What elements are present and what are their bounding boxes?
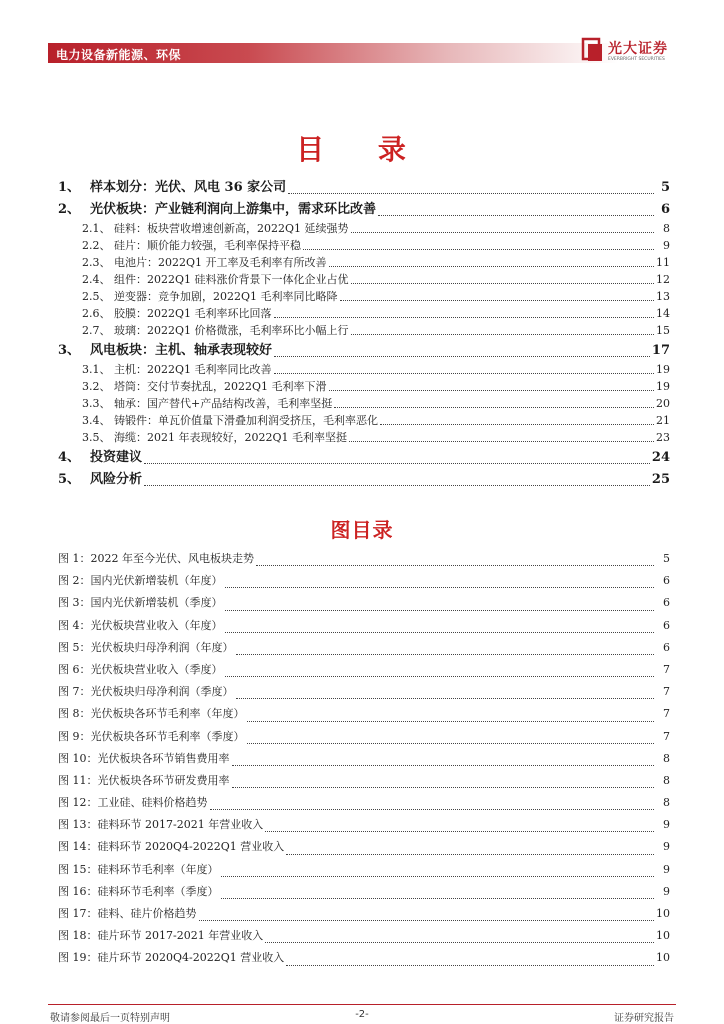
toc-entry-page: 17 bbox=[651, 343, 670, 358]
toc-leader-dots bbox=[351, 232, 654, 233]
figure-list bbox=[58, 550, 670, 972]
figure-list-entry[interactable] bbox=[58, 550, 670, 572]
toc-entry-page: 19 bbox=[656, 363, 670, 376]
figure-page: 7 bbox=[663, 707, 670, 721]
toc-entry[interactable] bbox=[58, 305, 670, 322]
toc-leader-dots bbox=[274, 317, 654, 318]
figure-page: 10 bbox=[656, 929, 670, 943]
toc-entry-page: 19 bbox=[656, 380, 670, 393]
toc-entry-number: 2.3、 bbox=[82, 256, 111, 269]
toc-entry-number: 5、 bbox=[58, 472, 81, 487]
figure-caption: 图 19：硅片环节 2020Q4-2022Q1 营业收入 bbox=[58, 951, 285, 965]
figure-page: 9 bbox=[663, 862, 670, 876]
figure-page: 6 bbox=[663, 618, 670, 632]
figure-leader-dots bbox=[221, 876, 655, 877]
figure-list-entry[interactable] bbox=[58, 772, 670, 794]
toc-entry[interactable] bbox=[58, 198, 670, 220]
toc-leader-dots bbox=[288, 193, 654, 194]
figure-caption: 图 18：硅片环节 2017-2021 年营业收入 bbox=[58, 929, 264, 943]
toc-entry-title: 电池片：2022Q1 开工率及毛利率有所改善 bbox=[114, 256, 327, 269]
figure-caption: 图 3：国内光伏新增装机（季度） bbox=[58, 596, 223, 610]
figure-list-entry[interactable] bbox=[58, 905, 670, 927]
figure-caption: 图 16：硅料环节毛利率（季度） bbox=[58, 884, 219, 898]
toc-entry[interactable] bbox=[58, 271, 670, 288]
figure-leader-dots bbox=[225, 676, 655, 677]
toc-entry[interactable] bbox=[58, 468, 670, 490]
toc-entry-page: 6 bbox=[660, 202, 670, 217]
figure-leader-dots bbox=[286, 854, 654, 855]
toc-entry[interactable] bbox=[58, 254, 670, 271]
header-section-bar bbox=[48, 43, 618, 63]
figure-page: 6 bbox=[663, 574, 670, 588]
toc-entry-page: 11 bbox=[656, 256, 670, 269]
figure-leader-dots bbox=[247, 721, 655, 722]
toc-entry-page: 25 bbox=[651, 472, 670, 487]
figure-page: 9 bbox=[663, 840, 670, 854]
figure-leader-dots bbox=[225, 632, 655, 633]
toc-leader-dots bbox=[334, 407, 654, 408]
figure-page: 10 bbox=[656, 907, 670, 920]
figure-page: 5 bbox=[663, 552, 670, 565]
figure-page: 7 bbox=[663, 729, 670, 743]
footer-report-type: 证券研究报告 bbox=[614, 1013, 674, 1024]
toc-entry-title: 风电板块：主机、轴承表现较好 bbox=[90, 343, 273, 358]
toc-entry[interactable] bbox=[58, 339, 670, 361]
figure-caption: 图 6：光伏板块营业收入（季度） bbox=[58, 662, 223, 676]
toc-entry-number: 3.4、 bbox=[82, 414, 111, 427]
toc-entry-page: 23 bbox=[656, 431, 670, 444]
toc-entry-title: 铸锻件：单瓦价值量下滑叠加利润受挤压，毛利率恶化 bbox=[114, 414, 378, 427]
figure-leader-dots bbox=[236, 698, 655, 699]
figure-caption: 图 4：光伏板块营业收入（年度） bbox=[58, 618, 223, 632]
figure-list-entry[interactable] bbox=[58, 927, 670, 949]
toc-leader-dots bbox=[378, 215, 654, 216]
figure-page: 7 bbox=[663, 685, 670, 699]
toc-entry-number: 2.6、 bbox=[82, 307, 111, 320]
toc-entry-title: 投资建议 bbox=[90, 450, 143, 465]
toc-entry-title: 轴承：国产替代+产品结构改善，毛利率坚挺 bbox=[114, 397, 333, 410]
figure-leader-dots bbox=[232, 765, 655, 766]
toc-entry[interactable] bbox=[58, 176, 670, 198]
toc-entry[interactable] bbox=[58, 412, 670, 429]
figure-list-entry[interactable] bbox=[58, 617, 670, 639]
toc-entry[interactable] bbox=[58, 446, 670, 468]
toc-leader-dots bbox=[349, 441, 654, 442]
logo-text-en: EVERBRIGHT SECURITIES bbox=[608, 57, 665, 62]
figure-leader-dots bbox=[221, 898, 655, 899]
toc-entry-page: 9 bbox=[663, 239, 670, 252]
figure-leader-dots bbox=[232, 787, 655, 788]
figure-page: 6 bbox=[663, 640, 670, 654]
logo-text-cn: 光大证券 bbox=[608, 41, 668, 57]
toc-entry-title: 硅料：板块营收增速创新高，2022Q1 延续强势 bbox=[114, 222, 349, 235]
figure-page: 8 bbox=[663, 751, 670, 765]
figure-caption: 图 8：光伏板块各环节毛利率（年度） bbox=[58, 707, 245, 721]
toc-entry-number: 3.1、 bbox=[82, 363, 111, 376]
figure-list-entry[interactable] bbox=[58, 594, 670, 616]
toc-entry-number: 2.7、 bbox=[82, 324, 111, 337]
figure-caption: 图 14：硅料环节 2020Q4-2022Q1 营业收入 bbox=[58, 840, 285, 854]
toc-entry-page: 21 bbox=[656, 414, 670, 427]
figure-list-entry[interactable] bbox=[58, 661, 670, 683]
toc-leader-dots bbox=[329, 390, 654, 391]
toc-entry-title: 光伏板块：产业链利润向上游集中，需求环比改善 bbox=[90, 202, 377, 217]
toc-entry-number: 3.3、 bbox=[82, 397, 111, 410]
figure-caption: 图 11：光伏板块各环节研发费用率 bbox=[58, 773, 230, 787]
figure-leader-dots bbox=[236, 654, 655, 655]
figure-list-entry[interactable] bbox=[58, 683, 670, 705]
toc-entry-page: 12 bbox=[656, 273, 670, 286]
toc-entry-number: 2.1、 bbox=[82, 222, 111, 235]
figure-leader-dots bbox=[286, 965, 654, 966]
toc-leader-dots bbox=[274, 356, 650, 357]
toc-entry-page: 24 bbox=[651, 450, 670, 465]
toc-leader-dots bbox=[303, 249, 654, 250]
figure-list-entry[interactable] bbox=[58, 949, 670, 971]
toc-entry-page: 13 bbox=[656, 290, 670, 303]
figure-page: 10 bbox=[656, 951, 670, 965]
header-section-label: 电力设备新能源、环保 bbox=[56, 48, 182, 62]
figure-leader-dots bbox=[199, 920, 655, 921]
toc-entry-title: 玻璃：2022Q1 价格微涨，毛利率环比小幅上行 bbox=[114, 324, 349, 337]
toc-leader-dots bbox=[329, 266, 654, 267]
toc-entry[interactable] bbox=[58, 220, 670, 237]
toc-entry-title: 胶膜：2022Q1 毛利率环比回落 bbox=[114, 307, 272, 320]
toc-entry-title: 硅片：顺价能力较强，毛利率保持平稳 bbox=[114, 239, 301, 252]
figure-page: 7 bbox=[663, 662, 670, 676]
figure-caption: 图 13：硅料环节 2017-2021 年营业收入 bbox=[58, 818, 264, 832]
toc-entry-title: 组件：2022Q1 硅料涨价背景下一体化企业占优 bbox=[114, 273, 349, 286]
figure-list-entry[interactable] bbox=[58, 794, 670, 816]
toc-entry-title: 样本划分：光伏、风电 36 家公司 bbox=[90, 180, 287, 195]
figure-list-entry[interactable] bbox=[58, 728, 670, 750]
footer-divider bbox=[48, 1004, 676, 1005]
toc-entry[interactable] bbox=[58, 361, 670, 378]
figure-list-entry[interactable] bbox=[58, 816, 670, 838]
figure-caption: 图 15：硅料环节毛利率（年度） bbox=[58, 862, 219, 876]
toc-entry[interactable] bbox=[58, 429, 670, 446]
toc-title: 目 录 bbox=[296, 133, 428, 166]
toc-entry[interactable] bbox=[58, 322, 670, 339]
logo-mark-icon bbox=[581, 37, 603, 63]
figure-leader-dots bbox=[265, 831, 654, 832]
figure-page: 9 bbox=[663, 818, 670, 832]
figure-page: 9 bbox=[663, 884, 670, 898]
figure-caption: 图 17：硅料、硅片价格趋势 bbox=[58, 907, 197, 920]
figure-page: 8 bbox=[663, 796, 670, 810]
toc-entry-title: 风险分析 bbox=[90, 472, 143, 487]
toc-entry-number: 2.4、 bbox=[82, 273, 111, 286]
toc-entry-title: 主机：2022Q1 毛利率同比改善 bbox=[114, 363, 272, 376]
figure-leader-dots bbox=[247, 743, 655, 744]
toc-entry-number: 2.2、 bbox=[82, 239, 111, 252]
toc-entry-number: 2.5、 bbox=[82, 290, 111, 303]
toc-entry-page: 5 bbox=[660, 180, 670, 195]
toc-entry-page: 14 bbox=[656, 307, 670, 320]
toc-entry-page: 8 bbox=[663, 222, 670, 235]
figure-list-entry[interactable] bbox=[58, 750, 670, 772]
table-of-contents bbox=[58, 176, 670, 490]
toc-entry[interactable] bbox=[58, 378, 670, 395]
toc-entry-number: 2、 bbox=[58, 202, 81, 217]
figure-leader-dots bbox=[256, 565, 654, 566]
toc-leader-dots bbox=[274, 373, 654, 374]
figure-caption: 图 7：光伏板块归母净利润（季度） bbox=[58, 685, 234, 699]
toc-leader-dots bbox=[144, 485, 650, 486]
toc-entry-number: 3.5、 bbox=[82, 431, 111, 444]
figure-caption: 图 5：光伏板块归母净利润（年度） bbox=[58, 640, 234, 654]
toc-entry-page: 20 bbox=[656, 397, 670, 410]
toc-entry-title: 海缆：2021 年表现较好，2022Q1 毛利率坚挺 bbox=[114, 431, 347, 444]
toc-leader-dots bbox=[144, 463, 650, 464]
toc-entry-title: 塔筒：交付节奏扰乱，2022Q1 毛利率下滑 bbox=[114, 380, 327, 393]
toc-entry-number: 3、 bbox=[58, 343, 81, 358]
figure-list-entry[interactable] bbox=[58, 639, 670, 661]
toc-leader-dots bbox=[351, 283, 654, 284]
toc-entry-number: 1、 bbox=[58, 180, 81, 195]
toc-entry[interactable] bbox=[58, 288, 670, 305]
figure-list-entry[interactable] bbox=[58, 572, 670, 594]
figure-caption: 图 9：光伏板块各环节毛利率（季度） bbox=[58, 729, 245, 743]
figure-leader-dots bbox=[265, 942, 654, 943]
figure-page: 6 bbox=[663, 596, 670, 610]
figure-caption: 图 12：工业硅、硅料价格趋势 bbox=[58, 796, 208, 810]
toc-entry-page: 15 bbox=[656, 324, 670, 337]
figure-leader-dots bbox=[210, 809, 655, 810]
figure-caption: 图 10：光伏板块各环节销售费用率 bbox=[58, 751, 230, 765]
toc-leader-dots bbox=[340, 300, 654, 301]
figure-list-entry[interactable] bbox=[58, 883, 670, 905]
figure-list-entry[interactable] bbox=[58, 861, 670, 883]
figure-page: 8 bbox=[663, 773, 670, 787]
toc-entry-number: 4、 bbox=[58, 450, 81, 465]
figure-list-entry[interactable] bbox=[58, 838, 670, 860]
toc-entry-title: 逆变器：竞争加剧，2022Q1 毛利率同比略降 bbox=[114, 290, 338, 303]
toc-entry[interactable] bbox=[58, 237, 670, 254]
figure-leader-dots bbox=[225, 610, 655, 611]
toc-leader-dots bbox=[351, 334, 654, 335]
page-number: -2- bbox=[355, 1009, 369, 1020]
figure-caption: 图 2：国内光伏新增装机（年度） bbox=[58, 574, 223, 588]
toc-leader-dots bbox=[380, 424, 654, 425]
figure-list-entry[interactable] bbox=[58, 705, 670, 727]
toc-entry[interactable] bbox=[58, 395, 670, 412]
company-logo bbox=[581, 36, 681, 68]
figure-caption: 图 1：2022 年至今光伏、风电板块走势 bbox=[58, 552, 254, 565]
toc-entry-number: 3.2、 bbox=[82, 380, 111, 393]
figure-list-title: 图目录 bbox=[330, 518, 394, 542]
footer-disclaimer: 敬请参阅最后一页特别声明 bbox=[50, 1013, 170, 1024]
figure-leader-dots bbox=[225, 587, 655, 588]
